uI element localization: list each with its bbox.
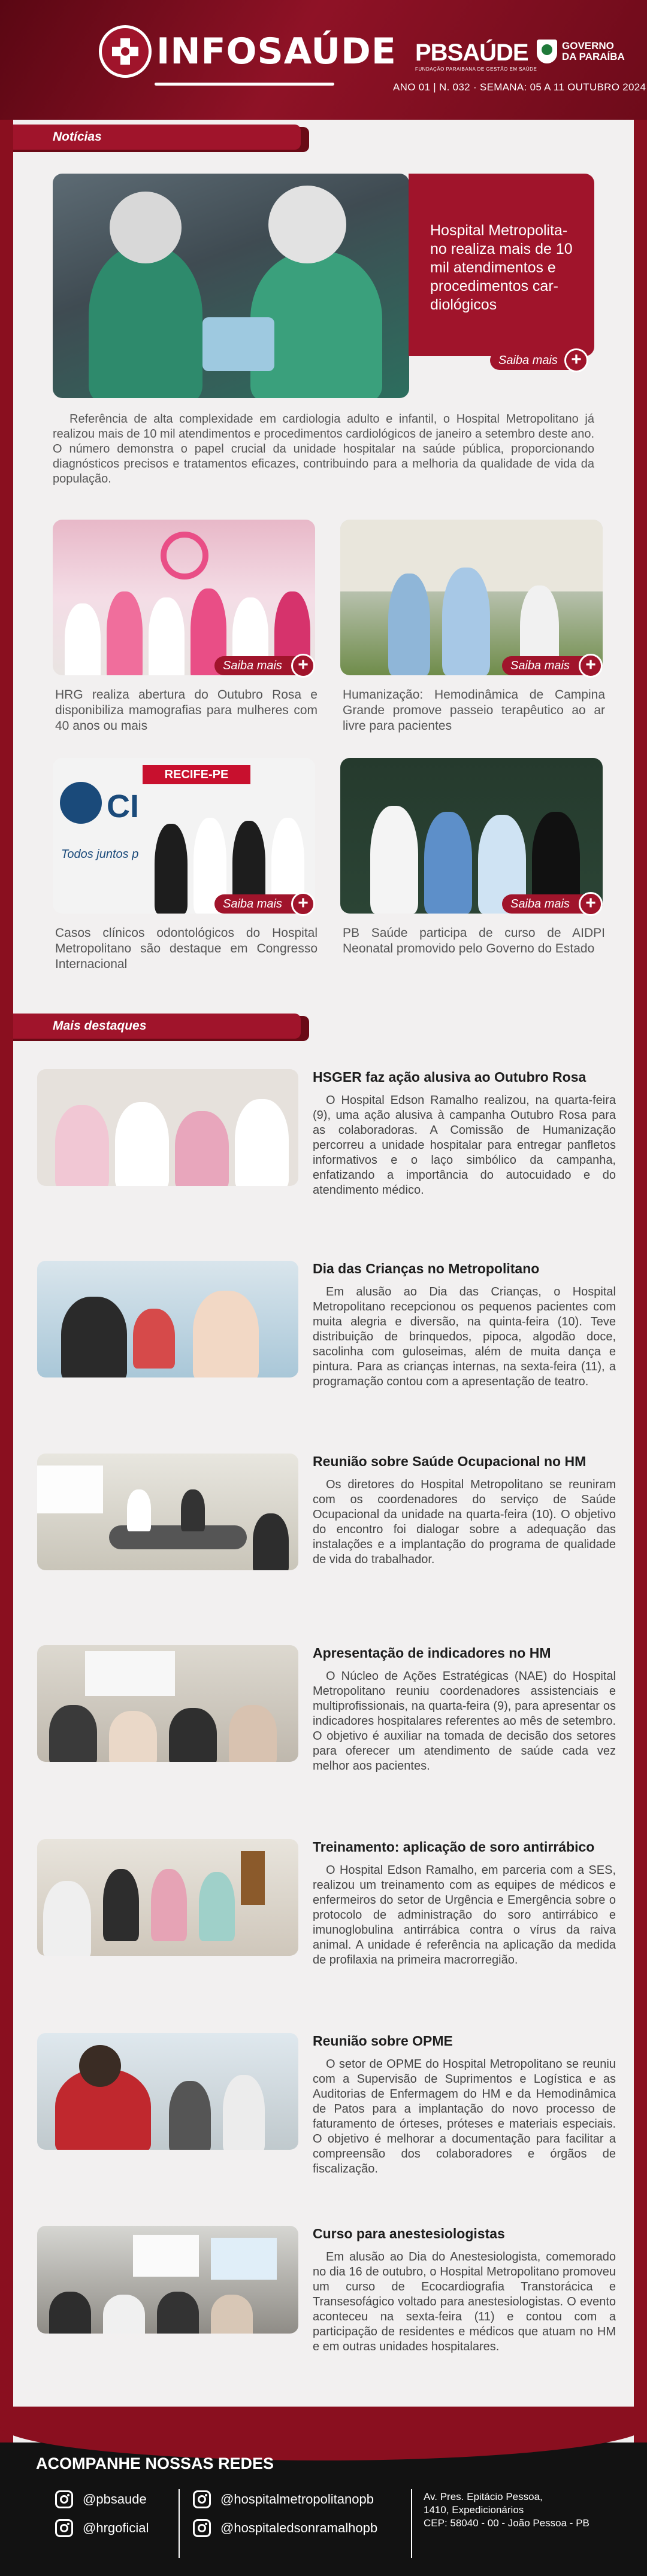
featured-headline-card[interactable] — [409, 174, 594, 356]
destaque-photo-4[interactable] — [37, 1645, 298, 1762]
brand-underline — [155, 83, 334, 86]
news-photo-2[interactable] — [340, 520, 603, 675]
news-photo-4[interactable] — [340, 758, 603, 914]
edition-info: ANO 01 | N. 032 · SEMANA: 05 A 11 OUTUBRO 2024 — [393, 81, 646, 93]
pbsaude-subtitle: FUNDAÇÃO PARAIBANA DE GESTÃO EM SAÚDE — [415, 66, 537, 72]
destaque-photo-7[interactable] — [37, 2226, 298, 2334]
news-photo-3[interactable] — [53, 758, 315, 914]
news-4-saiba-mais[interactable]: Saiba mais — [502, 894, 594, 914]
featured-photo[interactable] — [53, 174, 409, 398]
social-hospitalmetropolitanopb[interactable] — [193, 2490, 374, 2508]
photo-banner-text: RECIFE-PE — [143, 765, 250, 784]
brand-title: INFOSAÚDE — [156, 31, 397, 72]
noticias-section-tab: Notícias — [13, 125, 301, 150]
cross-heart-logo-icon — [99, 25, 152, 78]
destaque-photo-3[interactable] — [37, 1454, 298, 1570]
news-3-saiba-mais[interactable]: Saiba mais — [214, 894, 306, 914]
footer-address — [424, 2490, 589, 2530]
destaque-4-title: Apresentação de indicadores no HM — [313, 1645, 551, 1661]
destaque-3-title: Reunião sobre Saúde Ocupacional no HM — [313, 1454, 586, 1469]
footer-divider — [179, 2489, 180, 2558]
gov-shield-icon — [537, 40, 557, 63]
governo-paraiba-logo — [537, 40, 625, 63]
instagram-icon — [55, 2490, 73, 2508]
featured-lead-text: Referência de alta complexidade em cardiologia adulto e infantil, o Hospital Metropolitano já realizou mais de 10 mil atendimentos e procedimentos cardiológicos de janeiro a setembro deste ano. O número demonstra o papel crucial da unidade hospitalar na saúde pública, proporcionando diagnósticos precisos e tratamentos eficazes, contribuindo para a melhoria da qualidade de vida da população. — [53, 412, 594, 486]
destaque-7-text: Em alusão ao Dia do Anestesiologista, comemorado no dia 16 de outubro, o Hospital Metropolitano promoveu um curso de Ecocardiografia Transtorácica e Transesofágico voltado para anestesiologistas. O evento aconteceu na sexta-feira (11) e contou com a participação de residentes e médicos que atuam no HM e em outras unidades hospitalares. — [313, 2250, 616, 2353]
destaque-photo-2[interactable] — [37, 1261, 298, 1377]
news-1-saiba-mais[interactable]: Saiba mais — [214, 656, 306, 675]
photo-script-text: Todos juntos p — [61, 848, 139, 861]
social-handle: @pbsaude — [83, 2492, 147, 2507]
destaque-6-title: Reunião sobre OPME — [313, 2033, 453, 2049]
destaque-5-text: O Hospital Edson Ramalho, em parceria com a SES, realizou um treinamento com as equipes de médicos e enfermeiros do setor de Urgência e Emergência sobre o protocolo de administração do soro antirrábico e imunoglobulina antirrábica contra o vírus da raiva animal. A unidade é referência na aplicação da medida de profilaxia na primeira macrorregião. — [313, 1864, 616, 1967]
social-handle: @hospitalmetropolitanopb — [220, 2492, 374, 2507]
gov-line-2: DA PARAÍBA — [562, 51, 625, 62]
social-handle: @hospitaledsonramalhopb — [220, 2520, 378, 2535]
infosaude-logo — [99, 25, 397, 78]
news-3-caption: Casos clínicos odontológicos do Hospital Metropolitano são destaque em Congresso Internacional — [55, 926, 318, 971]
plus-icon[interactable]: + — [579, 654, 603, 678]
destaque-4-text: O Núcleo de Ações Estratégicas (NAE) do Hospital Metropolitano reuniu coordenadores assistenciais e multiprofissionais, na quarta-feira (9), para apresentar os indicadores hospitalares referentes ao mês de setembro. O objetivo é auxiliar na tomada de decisão dos setores para oferecer um atendimento de saúde cada vez melhor aos pacientes. — [313, 1670, 616, 1773]
news-photo-1[interactable] — [53, 520, 315, 675]
destaque-photo-1[interactable] — [37, 1069, 298, 1186]
featured-title: Hospital Metropolita-no realiza mais de 10 mil atendimentos e procedimentos car-diológicos — [430, 222, 573, 313]
address-line-1: Av. Pres. Epitácio Pessoa, — [424, 2491, 543, 2502]
footer-title: ACOMPANHE NOSSAS REDES — [36, 2454, 274, 2472]
destaque-1-title: HSGER faz ação alusiva ao Outubro Rosa — [313, 1069, 586, 1085]
destaque-1-text: O Hospital Edson Ramalho realizou, na quarta-feira (9), uma ação alusiva à campanha Outubro Rosa para as colaboradoras. A Comissão de Humanização percorreu a unidade hospitalar para entregar panfletos informativos e o laço simbólico da campanha, enfatizando a importância do autocuidado e do atendimento médico. — [313, 1094, 616, 1197]
pbsaude-logo — [415, 40, 537, 72]
gov-line-1: GOVERNO — [562, 40, 614, 51]
social-handle: @hrgoficial — [83, 2520, 149, 2535]
plus-icon[interactable]: + — [579, 892, 603, 916]
address-line-2: 1410, Expedicionários — [424, 2504, 524, 2516]
destaque-6-text: O setor de OPME do Hospital Metropolitano se reuniu com a Supervisão de Suprimentos e Logística e as Auditorias de Enfermagem do HM e da Hemodinâmica de Patos para a implantação do novo processo de faturamento de órteses, próteses e materiais especiais. O objetivo é melhorar a documentação para facilitar a compreensão dos colaboradores e órgãos de fiscalização. — [313, 2058, 616, 2176]
destaque-3-text: Os diretores do Hospital Metropolitano se reuniram com os coordenadores do serviço de Saúde Ocupacional da unidade na quarta-feira (10). O objetivo do encontro foi dialogar sobre a adequação das instalações e a implantação do programa de qualidade de vida do trabalhador. — [313, 1478, 616, 1566]
pbsaude-name: PBSAÚDE — [415, 40, 528, 66]
destaque-5-title: Treinamento: aplicação de soro antirrábico — [313, 1839, 595, 1855]
instagram-icon — [55, 2519, 73, 2537]
footer-divider — [411, 2489, 412, 2558]
destaque-2-text: Em alusão ao Dia das Crianças, o Hospital Metropolitano recepcionou os pequenos pacientes com muita alegria e diversão, na quinta-feira (10). Teve distribuição de brinquedos, pipoca, algodão doce, sacolinha com guloseimas, além de muita dança e pintura. Para as crianças internas, na sexta-feira (11), a programação contou com a apresentação de teatro. — [313, 1285, 616, 1388]
destaques-section-tab: Mais destaques — [13, 1014, 301, 1039]
address-line-3: CEP: 58040 - 00 - João Pessoa - PB — [424, 2517, 589, 2529]
destaque-2-title: Dia das Crianças no Metropolitano — [313, 1261, 540, 1276]
plus-icon[interactable]: + — [291, 892, 315, 916]
destaque-photo-5[interactable] — [37, 1839, 298, 1956]
plus-icon[interactable]: + — [564, 348, 588, 372]
instagram-icon — [193, 2519, 211, 2537]
destaque-7-title: Curso para anestesiologistas — [313, 2226, 505, 2241]
photo-logo-text: CI — [107, 788, 139, 824]
social-hospitaledsonramalhopb[interactable] — [193, 2519, 377, 2537]
instagram-icon — [193, 2490, 211, 2508]
social-pbsaude[interactable] — [55, 2490, 147, 2508]
news-1-caption: HRG realiza abertura do Outubro Rosa e disponibiliza mamografias para mulheres com 40 anos ou mais — [55, 688, 318, 733]
social-hrgoficial[interactable] — [55, 2519, 149, 2537]
news-2-saiba-mais[interactable]: Saiba mais — [502, 656, 594, 675]
plus-icon[interactable]: + — [291, 654, 315, 678]
destaque-photo-6[interactable] — [37, 2033, 298, 2150]
news-4-caption: PB Saúde participa de curso de AIDPI Neonatal promovido pelo Governo do Estado — [343, 926, 605, 955]
news-2-caption: Humanização: Hemodinâmica de Campina Grande promove passeio terapêutico ao ar livre para pacientes — [343, 688, 605, 733]
featured-saiba-mais[interactable]: Saiba mais — [490, 351, 582, 370]
